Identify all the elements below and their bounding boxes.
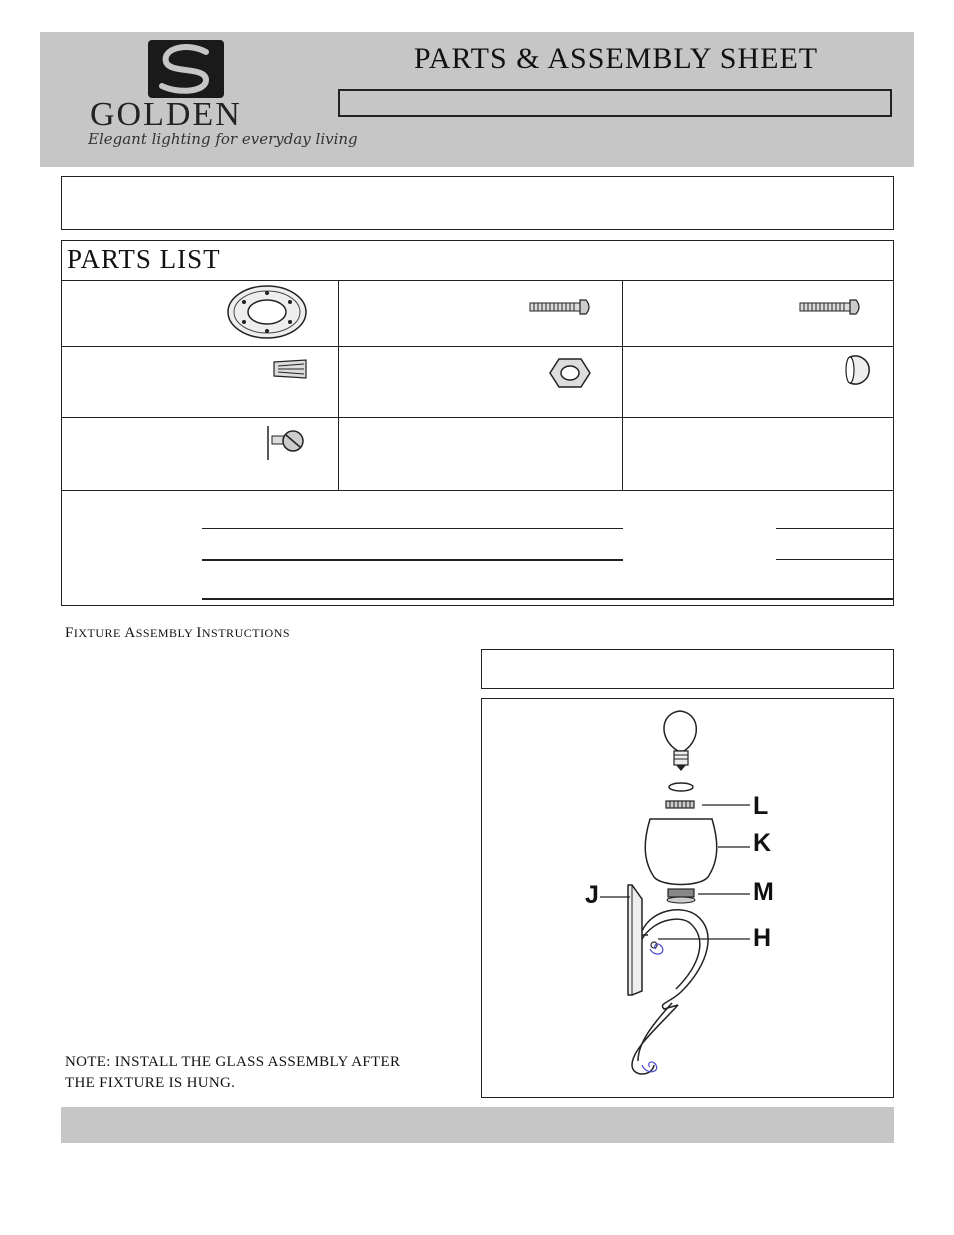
assembly-heading: FIXTURE ASSEMBLY INSTRUCTIONS (65, 625, 291, 641)
parts-list-title: PARTS LIST (67, 244, 221, 274)
title-field-box (338, 89, 892, 117)
diagram-label-k: K (753, 829, 772, 857)
parts-list-table (61, 240, 894, 606)
wire-nut-icon (270, 358, 310, 380)
fill-line (202, 559, 623, 561)
socket-ring-icon (666, 801, 694, 808)
scroll-detail-icon (642, 1062, 657, 1072)
table-rule (61, 417, 894, 418)
backplate-icon (628, 885, 642, 995)
diagram-label-j: J (585, 881, 599, 909)
cup-icon (668, 889, 694, 897)
glass-note (65, 1052, 465, 1094)
fill-line (776, 528, 894, 529)
fill-line (202, 528, 623, 529)
table-rule (61, 346, 894, 347)
fill-line (776, 559, 894, 560)
fill-line (202, 598, 894, 600)
long-screw-icon (528, 297, 594, 317)
hex-nut-icon (548, 357, 592, 389)
scroll-arm-icon (632, 910, 708, 1074)
fixture-diagram (482, 699, 893, 1097)
description-box (61, 176, 894, 230)
golden-logo-icon (148, 40, 224, 98)
note-line: THE FIXTURE IS HUNG. (65, 1075, 236, 1091)
diagram-label-m: M (753, 878, 774, 906)
table-rule (61, 280, 894, 281)
diagram-label-l: L (753, 792, 769, 820)
table-rule (338, 280, 339, 490)
table-rule (622, 280, 623, 490)
note-line: NOTE: INSTALL THE GLASS ASSEMBLY AFTER (65, 1054, 401, 1070)
ball-cap-icon (840, 353, 874, 387)
step-title-box (481, 649, 894, 689)
glass-shade-icon (645, 819, 717, 885)
mounting-plate-icon (226, 284, 308, 340)
ground-screw-icon (264, 424, 306, 462)
page-title: PARTS & ASSEMBLY SHEET (413, 42, 819, 75)
long-screw-icon (798, 297, 864, 317)
ring-icon (669, 783, 693, 791)
light-bulb-icon (664, 711, 696, 771)
table-rule (61, 490, 894, 491)
brand-tagline: Elegant lighting for everyday living (88, 130, 358, 148)
footer-bar (61, 1107, 894, 1143)
diagram-label-h: H (753, 924, 772, 952)
brand-name: GOLDEN (90, 96, 242, 133)
